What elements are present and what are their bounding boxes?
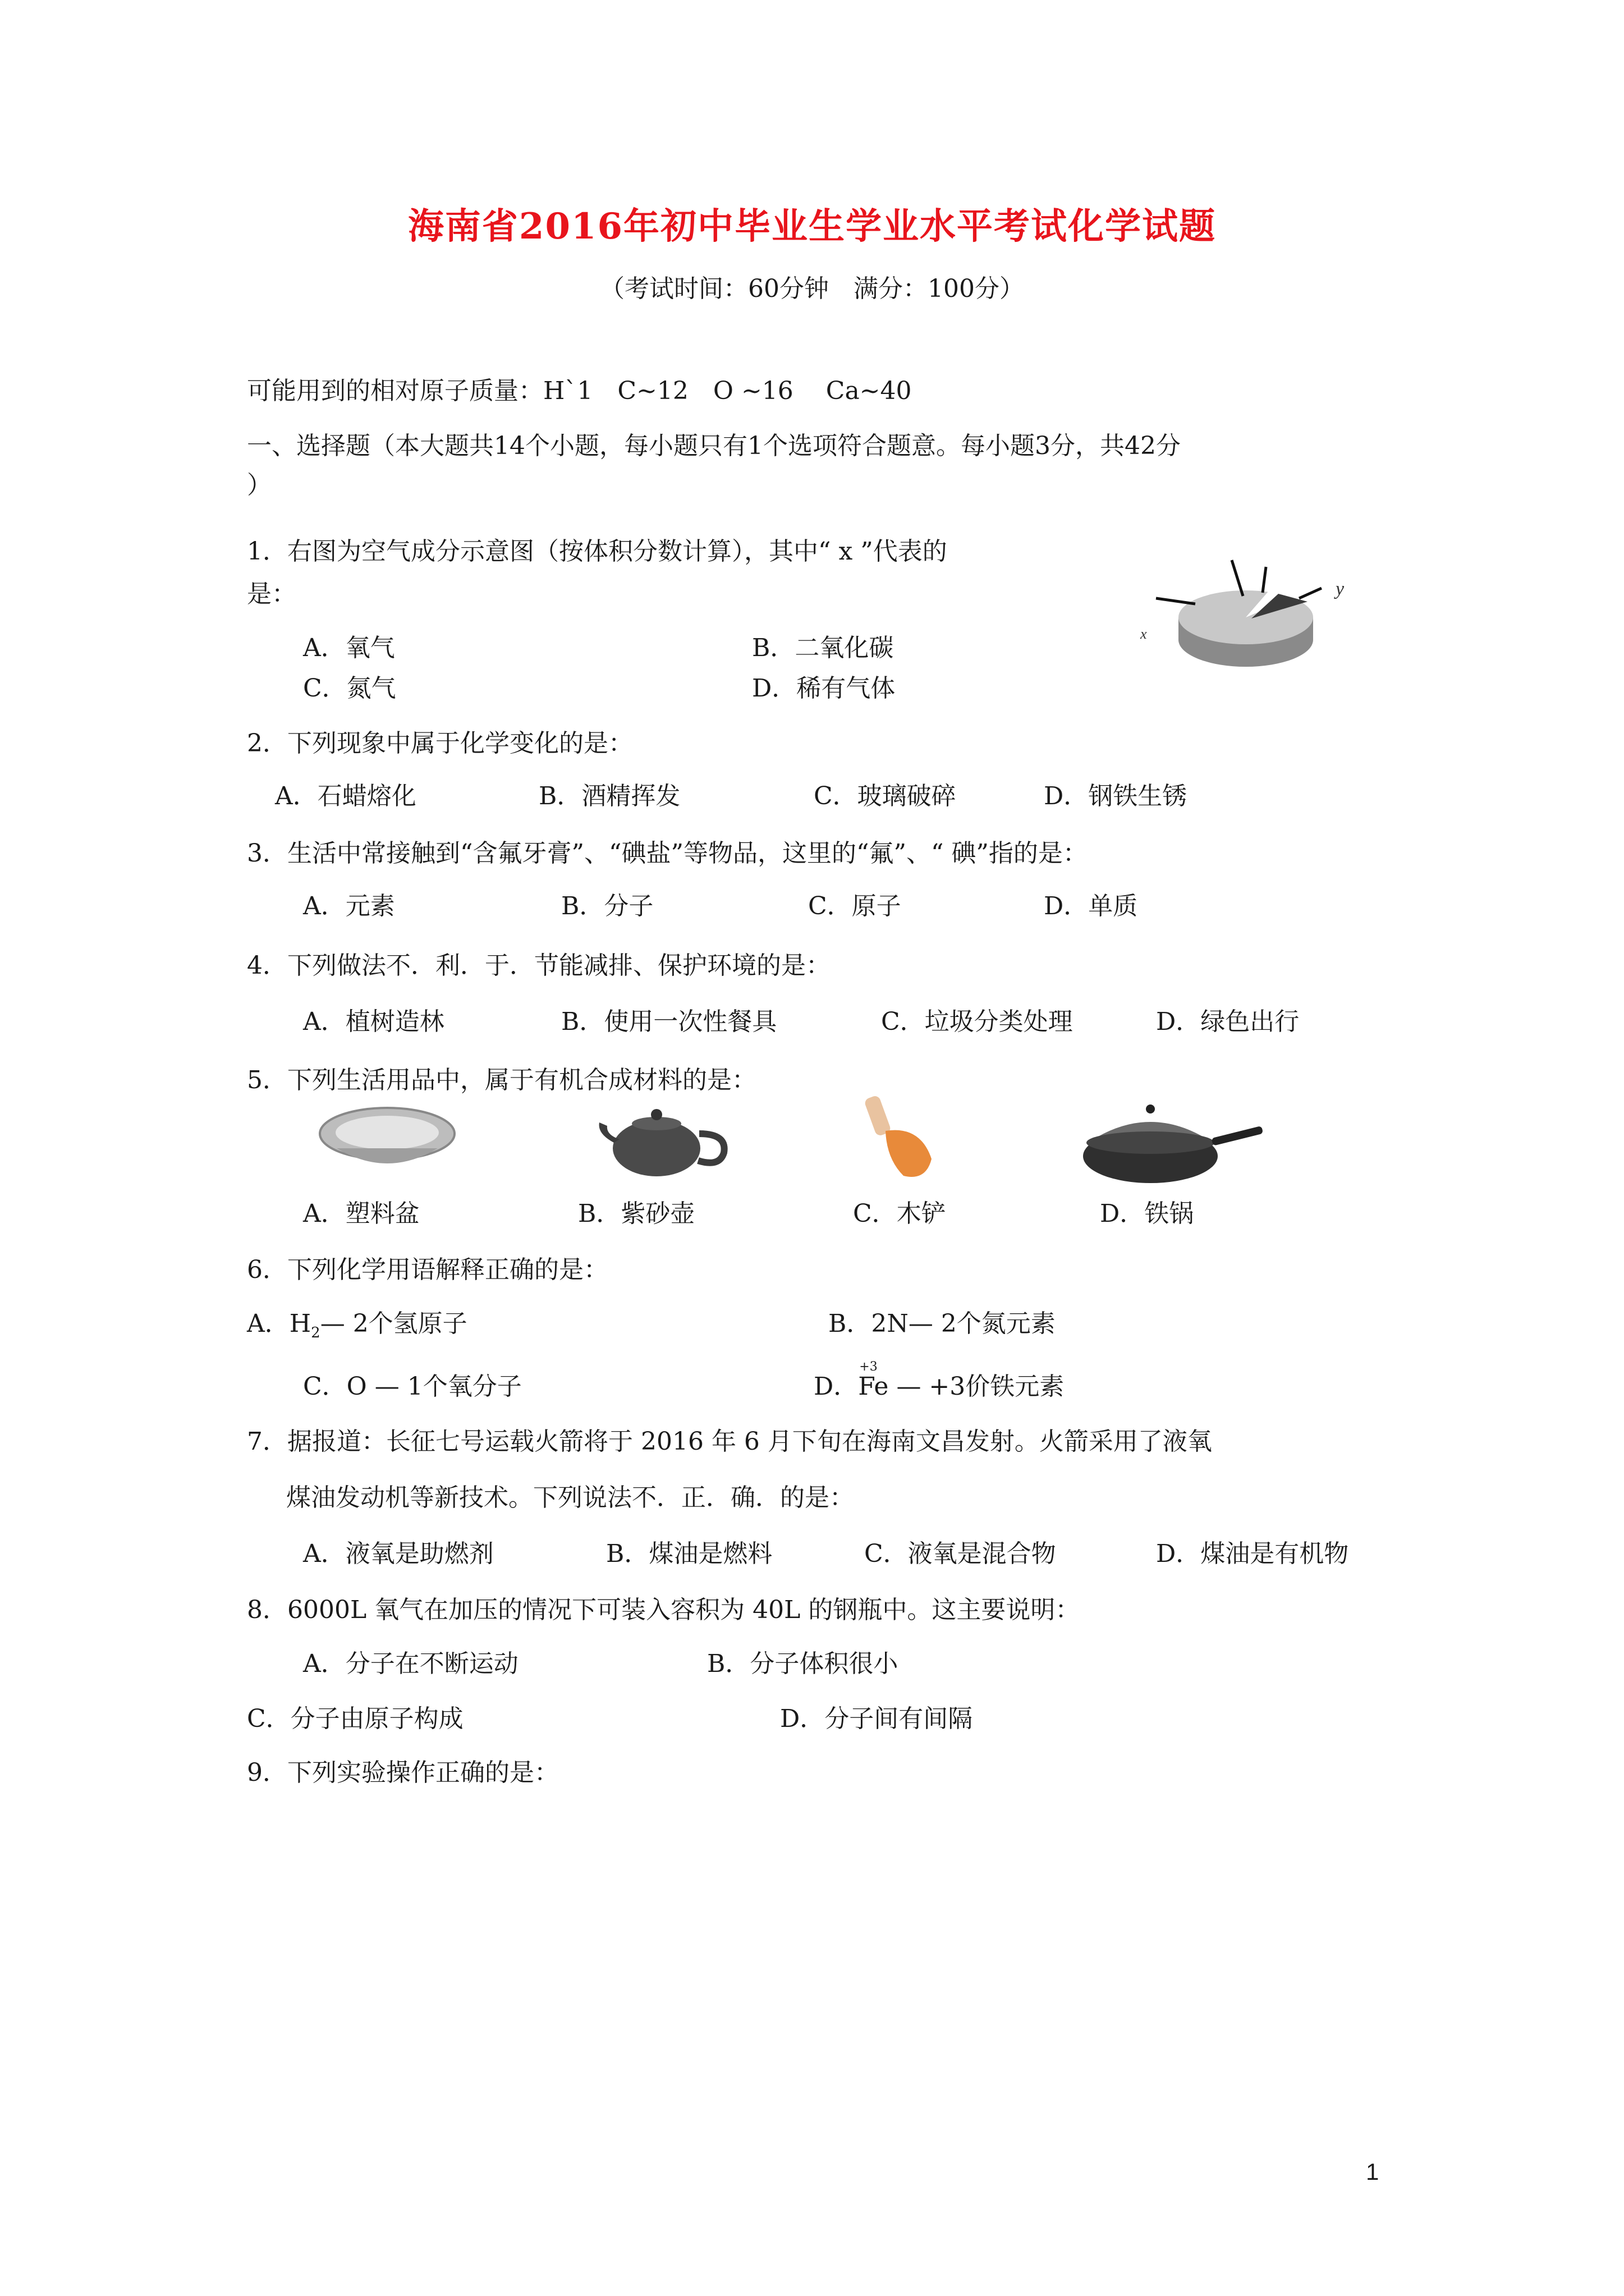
q5-option-b: B．紫砂壶 (578, 1199, 695, 1228)
q7-stem-cont: 煤油发动机等新技术。下列说法不．正．确．的是： (286, 1483, 854, 1512)
q8-option-d: D．分子间有间隔 (780, 1704, 973, 1733)
q6-d-valence: +3 (859, 1360, 878, 1374)
air-composition-pie-image (1128, 556, 1364, 690)
q1-stem-cont: 是： (247, 580, 296, 608)
q4-option-c: C．垃圾分类处理 (881, 1007, 1073, 1036)
q5-option-d: D．铁锅 (1100, 1199, 1194, 1228)
q6-stem: 6．下列化学用语解释正确的是： (247, 1255, 608, 1284)
q6-a-subscript: 2 (311, 1324, 320, 1341)
atomic-mass-line: 可能用到的相对原子质量：H`1 C~12 O ~16 Ca~40 (247, 377, 912, 405)
q4-option-d: D．绿色出行 (1156, 1007, 1300, 1036)
section-heading: 一、选择题（本大题共14个小题，每小题只有1个选项符合题意。每小题3分，共42分 (247, 432, 1181, 460)
q3-option-a: A．元素 (303, 892, 395, 920)
q9-stem: 9．下列实验操作正确的是： (247, 1758, 559, 1787)
q6-d-text: — +3价铁元素 (888, 1372, 1065, 1401)
q6-a-prefix: A．H (247, 1309, 311, 1338)
q6-d-prefix: D． (814, 1372, 859, 1401)
exam-info: （考试时间：60分钟 满分：100分） (600, 274, 1024, 303)
q8-option-b: B．分子体积很小 (707, 1649, 898, 1678)
q2-stem: 2．下列现象中属于化学变化的是： (247, 729, 633, 758)
q6-d-element (858, 1360, 889, 1401)
q7-option-d: D．煤油是有机物 (1156, 1539, 1349, 1568)
q4-option-b: B．使用一次性餐具 (561, 1007, 777, 1036)
iron-wok-image (1077, 1094, 1268, 1190)
q1-stem: 1．右图为空气成分示意图（按体积分数计算），其中“ x ”代表的 (247, 537, 947, 566)
q7-stem: 7．据报道：长征七号运载火箭将于 2016 年 6 月下旬在海南文昌发射。火箭采用了液氧 (247, 1427, 1212, 1456)
q6-option-d (814, 1360, 1065, 1402)
q6-d-symbol: Fe (858, 1372, 889, 1401)
wooden-spatula-image (859, 1092, 948, 1187)
q3-option-d: D．单质 (1044, 892, 1138, 920)
pie-label-x: x (1140, 626, 1147, 642)
q3-option-c: C．原子 (808, 892, 901, 920)
q1-option-b: B．二氧化碳 (752, 634, 894, 662)
q2-option-b: B．酒精挥发 (539, 782, 681, 810)
pie-label-y: y (1336, 579, 1345, 599)
q5-stem: 5．下列生活用品中，属于有机合成材料的是： (247, 1066, 756, 1094)
q2-option-d: D．钢铁生锈 (1044, 782, 1187, 810)
section-heading-end: ） (247, 471, 272, 499)
q1-option-c: C．氮气 (303, 674, 396, 703)
page-number: 1 (1366, 2158, 1379, 2185)
q8-option-c: C．分子由原子构成 (247, 1704, 464, 1733)
q1-option-d: D．稀有气体 (752, 674, 896, 703)
q1-option-a: A．氧气 (303, 634, 395, 662)
q6-option-b: B．2N— 2个氮元素 (828, 1309, 1056, 1338)
q4-stem: 4．下列做法不．利．于．节能减排、保护环境的是： (247, 951, 831, 980)
q8-stem: 8．6000L 氧气在加压的情况下可装入容积为 40L 的钢瓶中。这主要说明： (247, 1596, 1080, 1624)
q3-stem: 3．生活中常接触到“含氟牙膏”、“碘盐”等物品，这里的“氟”、“ 碘”指的是： (247, 839, 1088, 868)
q6-option-a (247, 1303, 467, 1341)
clay-teapot-image (595, 1094, 735, 1184)
q7-option-a: A．液氧是助燃剂 (303, 1539, 494, 1568)
page-title: 海南省2016年初中毕业生学业水平考试化学试题 (407, 205, 1217, 248)
q3-option-b: B．分子 (561, 892, 654, 920)
q7-option-b: B．煤油是燃料 (606, 1539, 773, 1568)
q7-option-c: C．液氧是混合物 (864, 1539, 1056, 1568)
q2-option-a: A．石蜡熔化 (275, 782, 416, 810)
q6-a-text: — 2个氢原子 (320, 1309, 467, 1338)
q5-option-c: C．木铲 (853, 1199, 946, 1228)
q5-option-a: A．塑料盆 (303, 1199, 420, 1228)
q6-option-c: C．O — 1个氧分子 (303, 1372, 522, 1401)
plastic-basin-image (314, 1100, 460, 1179)
q2-option-c: C．玻璃破碎 (814, 782, 956, 810)
q4-option-a: A．植树造林 (303, 1007, 444, 1036)
q8-option-a: A．分子在不断运动 (303, 1649, 519, 1678)
